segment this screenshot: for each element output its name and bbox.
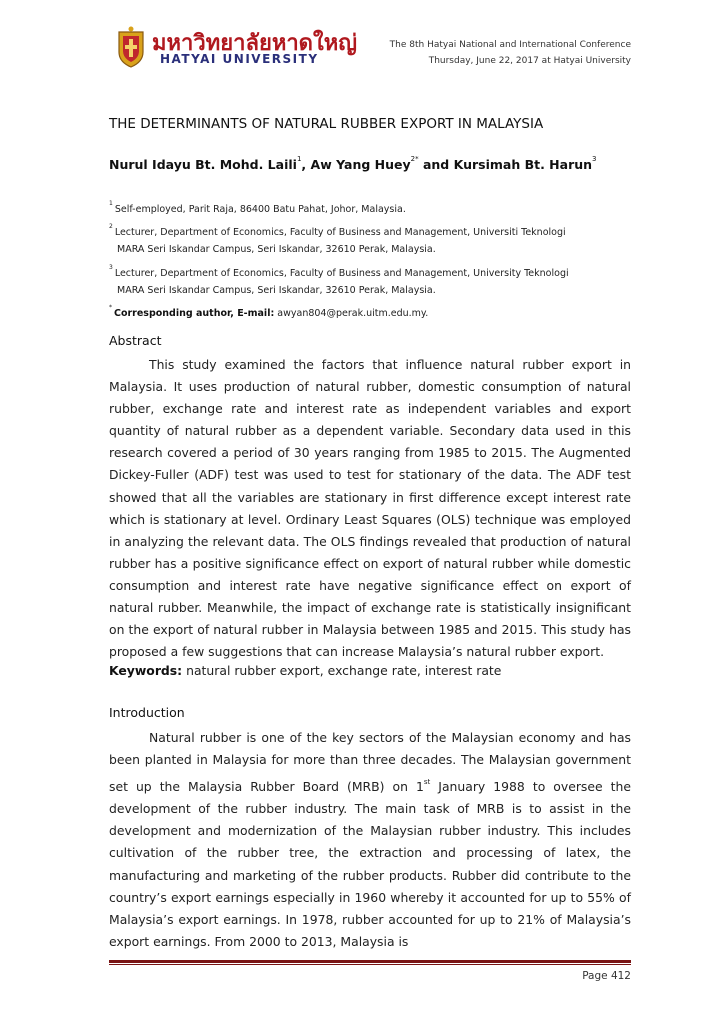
corresponding-label: Corresponding author, E-mail:: [114, 308, 275, 320]
author-name: Aw Yang Huey: [310, 157, 411, 172]
affiliation-2: [109, 218, 629, 241]
author-separator: and: [418, 157, 454, 172]
intro-text-part1: Natural rubber is one of the key sectors of the Malaysian economy and has been planted in Malaysia for more than three decades. The Malaysian government set up the Malaysia Rubber Board (MRB) on 1: [109, 730, 631, 795]
footer-rule: [109, 960, 631, 963]
page-number: Page 412: [582, 970, 631, 982]
author-affiliation-mark: 1: [296, 155, 302, 163]
logo-thai-wordmark: มหาวิทยาลัยหาดใหญ่: [152, 31, 357, 56]
keywords-label: Keywords:: [109, 663, 183, 678]
conference-info: [390, 37, 631, 69]
affiliation-3: [109, 259, 629, 282]
author-separator: ,: [301, 157, 311, 172]
affiliation-mark: *: [109, 304, 112, 312]
affiliation-mark: 1: [109, 200, 113, 207]
keywords: [109, 663, 501, 678]
affiliation-text: Lecturer, Department of Economics, Faculty of Business and Management, Universiti Teknologi: [114, 227, 566, 239]
affiliation-text: Lecturer, Department of Economics, Faculty of Business and Management, University Teknologi: [114, 267, 569, 279]
keywords-text: natural rubber export, exchange rate, interest rate: [186, 663, 502, 678]
affiliation-1: [109, 195, 629, 218]
abstract-heading: Abstract: [109, 333, 162, 348]
affiliations: [109, 195, 629, 322]
corresponding-author: [109, 299, 629, 322]
introduction-heading: Introduction: [109, 705, 185, 720]
footer-rule-thin: [109, 964, 631, 965]
abstract-body: [109, 354, 631, 663]
abstract-text: This study examined the factors that influence natural rubber export in Malaysia. It uses production of natural rubber, domestic consumption of natural rubber, exchange rate and interest rate as independent variables and export quantity of natural rubber as a dependent variable. Secondary data used in this research covered a period of 30 years ranging from 1985 to 2015. The Augmented Dickey-Fuller (ADF) test was used to test for stationary of the data. The ADF test showed that all the variables are stationary in first difference except interest rate which is stationary at level. Ordinary Least Squares (OLS) technique was employed in analyzing the relevant data. The OLS findings revealed that production of natural rubber has a positive significance effect on export of natural rubber while domestic consumption and interest rate have negative significance effect on export of natural rubber. Meanwhile, the impact of exchange rate is statistically insignificant on the export of natural rubber in Malaysia between 1985 and 2015. This study has proposed a few suggestions that can increase Malaysia’s natural rubber export.: [109, 357, 631, 660]
university-logo: [116, 22, 356, 72]
affiliation-text: Self-employed, Parit Raja, 86400 Batu Pahat, Johor, Malaysia.: [114, 204, 406, 215]
author-name: Kursimah Bt. Harun: [453, 157, 593, 172]
intro-text-part2: January 1988 to oversee the development of the rubber industry. The main task of MRB is to assist in the development and modernization of the Malaysian rubber industry. This includes cultivation of the rubber tree, the extraction and processing of latex, the manufacturing and marketing of the rubber products. Rubber did contribute to the country’s export earnings especially in 1960 whereby it accounted for up to 55% of Malaysia’s export earnings. In 1978, rubber accounted for up to 21% of Malaysia’s export earnings. From 2000 to 2013, Malaysia is: [109, 779, 631, 949]
author-name: Nurul Idayu Bt. Mohd. Laili: [109, 157, 297, 172]
logo-english-wordmark: HATYAI UNIVERSITY: [160, 52, 319, 66]
affiliation-3-cont: MARA Seri Iskandar Campus, Seri Iskandar, 32610 Perak, Malaysia.: [117, 284, 436, 296]
paper-title: THE DETERMINANTS OF NATURAL RUBBER EXPORT IN MALAYSIA: [109, 116, 544, 132]
conference-name: The 8th Hatyai National and International Conference: [389, 40, 631, 50]
author-list: [109, 155, 597, 172]
introduction-body: [109, 727, 631, 953]
intro-ordinal-sup: st: [423, 778, 431, 787]
author-affiliation-mark: 3: [592, 155, 597, 163]
conference-date: Thursday, June 22, 2017 at Hatyai University: [428, 56, 631, 66]
affiliation-2-cont: MARA Seri Iskandar Campus, Seri Iskandar, 32610 Perak, Malaysia.: [117, 244, 436, 256]
affiliation-mark: 3: [109, 263, 113, 271]
university-crest-icon: [116, 26, 146, 68]
affiliation-mark: 2: [109, 223, 113, 231]
author-affiliation-mark: 2*: [410, 155, 419, 163]
corresponding-email: awyan804@perak.uitm.edu.my.: [277, 308, 429, 320]
